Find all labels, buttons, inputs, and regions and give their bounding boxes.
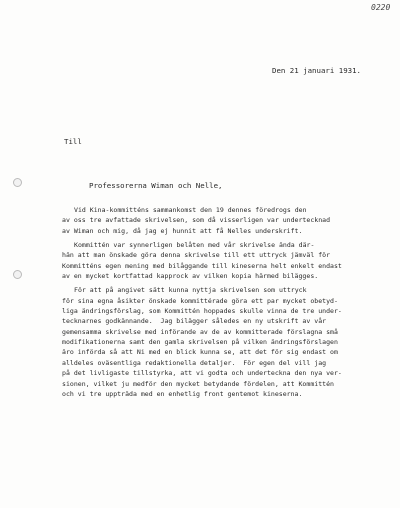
- recipient: Professorerna Wiman och Nelle,: [89, 181, 223, 190]
- text-line: Kommitténs egen mening med bilåggande till kineserna helt enkelt endast: [62, 261, 342, 270]
- text-line: äro införda så att Ni med en blick kunna se, att det för sig endast om: [62, 348, 338, 357]
- text-line: sionen, vilket ju medför den mycket betydande fördelen, att Kommittén: [62, 379, 334, 388]
- letter-date: Den 21 januari 1931.: [272, 66, 361, 75]
- text-line: hän att man önskade göra denna skrivelse till ett uttryck jämväl för: [62, 251, 331, 260]
- salutation: Till: [64, 137, 82, 146]
- text-line: av en mycket kortfattad kapprock av vilken kopia härmed bilägges.: [62, 272, 319, 281]
- letter-body: [62, 205, 398, 403]
- text-line: och vi tre uppträda med en enhetlig front gentemot kineserna.: [62, 389, 303, 398]
- paragraph: [62, 285, 398, 399]
- text-line: modifikationerna samt den gamla skrivelsen på vilken ändringsförslagen: [62, 338, 338, 347]
- text-line: för sina egna åsikter önskade kommittérade göra ett par mycket obetyd-: [62, 296, 338, 305]
- text-line: på det livligaste tillstyrka, att vi godta och underteckna den nya ver-: [62, 369, 342, 378]
- text-line: tecknarnes godkännande. Jag bilägger således en ny utskrift av vår: [62, 317, 327, 326]
- text-line: av Wiman och mig, då jag ej hunnit att få Nelles underskrift.: [62, 226, 303, 235]
- text-line: liga ändringsförslag, som Kommittén hoppades skulle vinna de tre under-: [62, 307, 342, 316]
- text-line: Vid Kina-kommitténs sammankomst den 19 dennes föredrogs den: [74, 206, 307, 214]
- paragraph: [62, 240, 398, 281]
- text-line: alldeles oväsentliga redaktionella detaljer. För egen del vill jag: [62, 358, 327, 367]
- punch-hole: [13, 178, 22, 187]
- paragraph: [62, 205, 398, 236]
- text-line: gemensamma skrivelse med införande av de av kommitterade förslagna små: [62, 327, 338, 336]
- punch-hole: [13, 270, 22, 279]
- text-line: Kommittén var synnerligen belåten med vår skrivelse ända där-: [74, 241, 315, 250]
- page-reference-number: 0220: [371, 3, 391, 12]
- text-line: av oss tre avfattade skrivelsen, som då visserligen var undertecknad: [62, 216, 331, 225]
- text-line: För att på angivet sätt kunna nyttja skrivelsen som uttryck: [74, 286, 307, 295]
